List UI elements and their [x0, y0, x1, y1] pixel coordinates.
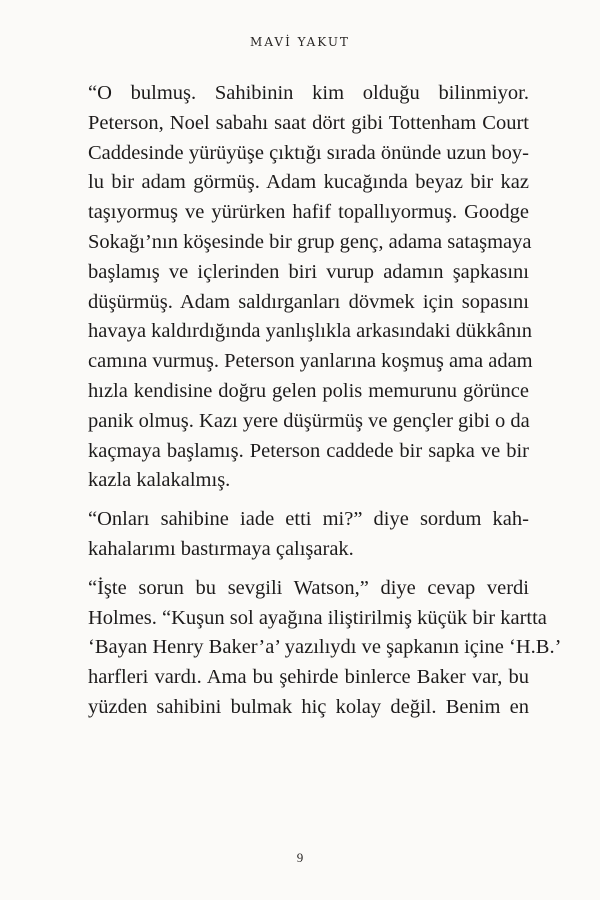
text-line: camına vurmuş. Peterson yanlarına koşmuş ama adam — [88, 350, 533, 373]
text-line: kaçmaya başlamış. Peterson caddede bir sapka ve bir — [88, 439, 529, 462]
text-line: Caddesinde yürüyüşe çıktığı sırada önünde uzun boy- — [88, 141, 529, 164]
text-line: lu bir adam görmüş. Adam kucağında beyaz bir kaz — [88, 171, 529, 194]
text-line: yüzden sahibini bulmak hiç kolay değil. Benim en — [88, 695, 529, 718]
text-line: ‘Bayan Henry Baker’a’ yazılıydı ve şapkanın içine ‘H.B.’ — [88, 636, 562, 659]
text-line: Peterson, Noel sabahı saat dört gibi Tottenham Court — [88, 111, 529, 134]
text-line: Sokağı’nın köşesinde bir grup genç, adama sataşmaya — [88, 230, 532, 253]
text-line: “Onları sahibine iade etti mi?” diye sordum kah- — [88, 508, 529, 531]
text-line: “O bulmuş. Sahibinin kim olduğu bilinmiyor. — [88, 82, 529, 104]
text-line: “İşte sorun bu sevgili Watson,” diye cevap verdi — [88, 576, 529, 599]
running-head: MAVİ YAKUT — [250, 35, 350, 49]
body-text — [88, 79, 562, 723]
paragraph — [88, 505, 529, 565]
text-line: hızla kendisine doğru gelen polis memurunu görünce — [88, 379, 529, 402]
text-line: düşürmüş. Adam saldırganları dövmek için sopasını — [88, 290, 529, 313]
page-number: 9 — [296, 850, 304, 865]
text-line: kazla kalakalmış. — [88, 469, 231, 492]
paragraph — [88, 574, 562, 723]
paragraph — [88, 79, 533, 496]
text-line: harfleri vardı. Ama bu şehirde binlerce Baker var, bu — [88, 666, 529, 689]
text-line: taşıyormuş ve yürürken hafif topallıyormuş. Goodge — [88, 201, 529, 224]
text-line: kahalarımı bastırmaya çalışarak. — [88, 537, 354, 560]
text-line: Holmes. “Kuşun sol ayağına iliştirilmiş küçük bir kartta — [88, 606, 547, 629]
text-line: panik olmuş. Kazı yere düşürmüş ve gençler gibi o da — [88, 409, 530, 432]
text-line: başlamış ve içlerinden biri vurup adamın şapkasını — [88, 260, 529, 283]
text-line: havaya kaldırdığında yanlışlıkla arkasındaki dükkânın — [88, 320, 533, 343]
